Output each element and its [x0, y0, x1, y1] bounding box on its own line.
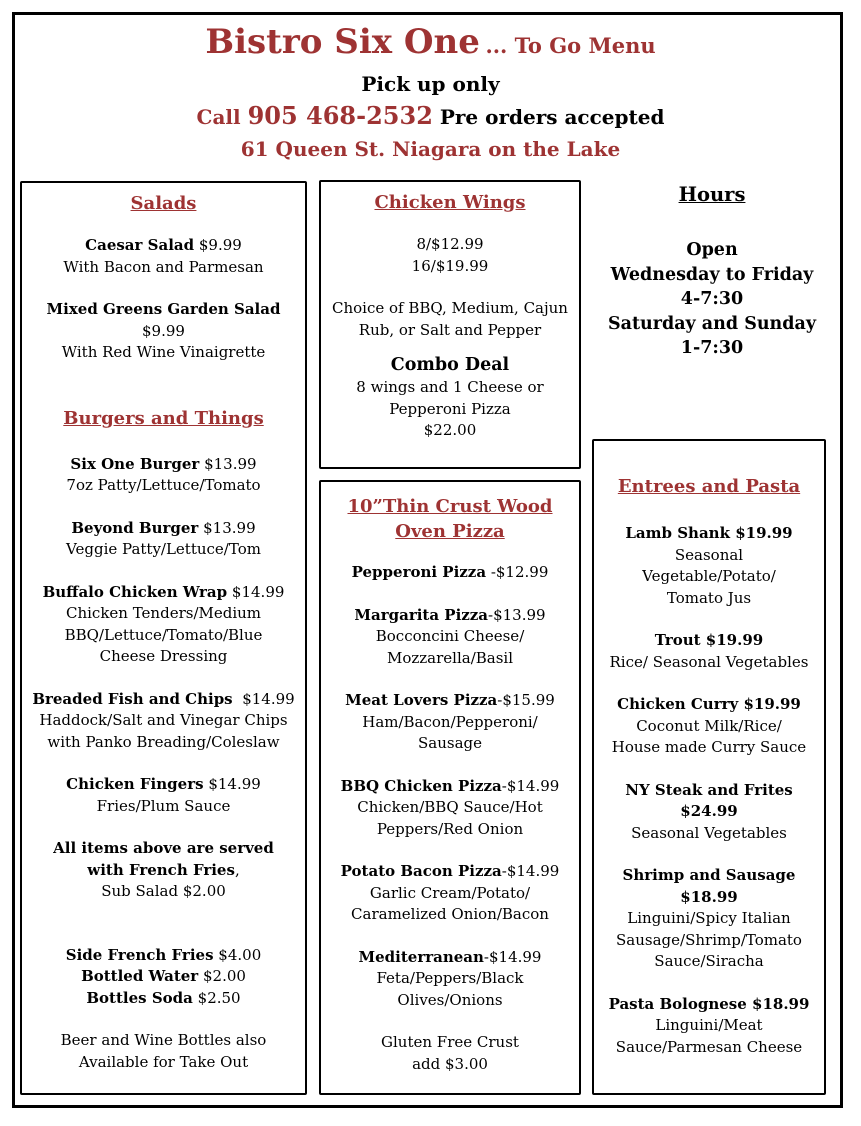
item-price: $9.99 [198, 236, 242, 254]
item-desc: Chicken Tenders/Medium [65, 604, 262, 622]
item-name: Pasta Bolognese $18.99 [608, 994, 810, 1013]
entrees-box [592, 439, 826, 1095]
item-desc: with Panko Breading/Coleslaw [47, 732, 280, 751]
beer-line-1: Beer and Wine Bottles also [60, 1031, 267, 1049]
menu-item-six-one-burger [22, 454, 305, 497]
pickup-note: Pick up only [361, 72, 500, 96]
item-name: Pepperoni Pizza [351, 563, 487, 581]
item-name: Six One Burger [70, 454, 200, 473]
item-desc: Peppers/Red Onion [376, 819, 524, 838]
preorders-note: Pre orders accepted [439, 105, 665, 129]
salads-heading: Salads [130, 193, 197, 214]
menu-item-beyond-burger [22, 518, 305, 561]
item-desc: Sauce/Siracha [654, 952, 764, 970]
item-name: Caesar Salad [85, 236, 195, 254]
call-label: Call [196, 105, 241, 129]
combo-price: $22.00 [423, 421, 477, 439]
item-desc: Fries/Plum Sauce [96, 796, 231, 815]
item-desc: Rice/ Seasonal Vegetables [609, 652, 809, 671]
menu-item-meat-lovers [321, 690, 579, 755]
item-price: -$14.99 [501, 776, 560, 795]
item-name: BBQ Chicken Pizza [340, 776, 502, 795]
item-price: $18.99 [680, 887, 738, 906]
title-line [0, 22, 861, 68]
item-name: Lamb Shank $19.99 [625, 524, 793, 542]
item-price: -$14.99 [501, 862, 560, 880]
item-price: -$15.99 [497, 691, 555, 709]
combo-line-2: Pepperoni Pizza [389, 399, 511, 418]
choice-line-2: Rub, or Salt and Pepper [358, 320, 542, 339]
pizza-heading-line-1: 10”Thin Crust Wood [347, 496, 553, 517]
menu-item-caesar [22, 235, 305, 278]
menu-item-mediterranean [321, 947, 579, 1012]
pizza-heading-line-2: Oven Pizza [395, 521, 505, 542]
item-name: Bottles Soda [86, 988, 193, 1007]
address: 61 Queen St. Niagara on the Lake [240, 137, 621, 161]
item-desc: With Red Wine Vinaigrette [61, 343, 266, 361]
item-desc: Sausage/Shrimp/Tomato [616, 930, 802, 949]
item-desc: Veggie Patty/Lettuce/Tom [66, 540, 261, 558]
item-price: -$14.99 [483, 947, 542, 966]
menu-type: ... To Go Menu [485, 33, 656, 58]
menu-item-chicken-curry [594, 694, 824, 759]
item-desc: Seasonal [674, 545, 744, 564]
item-name: Breaded Fish and Chips [32, 689, 233, 708]
item-desc: Feta/Peppers/Black [376, 969, 524, 987]
item-desc: Caramelized Onion/Bacon [351, 905, 549, 923]
item-price: $9.99 [142, 321, 185, 340]
item-desc: Sauce/Parmesan Cheese [615, 1037, 803, 1056]
item-name: NY Steak and Frites [625, 780, 793, 799]
combo-deal [321, 353, 579, 442]
menu-item-potato-bacon [321, 861, 579, 926]
menu-item-ny-steak [594, 780, 824, 845]
gf-line-2: add $3.00 [412, 1054, 488, 1073]
item-name: Potato Bacon Pizza [340, 862, 502, 880]
menu-item-chicken-fingers [22, 774, 305, 817]
item-desc: Olives/Onions [397, 990, 503, 1009]
hours-weekday-time: 4-7:30 [680, 289, 744, 309]
item-desc: Chicken/BBQ Sauce/Hot [357, 798, 543, 816]
chicken-wings-box [319, 180, 581, 469]
menu-item-bbq-chicken [321, 776, 579, 841]
menu-item-mixed-greens [22, 299, 305, 364]
hours-heading: Hours [678, 183, 746, 206]
item-name: Chicken Curry $19.99 [617, 695, 801, 713]
item-name: Margarita Pizza [354, 605, 489, 624]
entrees-heading: Entrees and Pasta [617, 476, 801, 497]
item-price: $14.99 [231, 582, 285, 601]
item-desc: Tomato Jus [666, 588, 752, 607]
item-price: -$12.99 [486, 563, 549, 581]
item-price: -$13.99 [488, 605, 546, 624]
beer-line-2: Available for Take Out [78, 1052, 249, 1071]
item-name: Shrimp and Sausage [622, 866, 796, 884]
served-line-1: All items above are served [53, 839, 274, 857]
hours-open: Open [686, 240, 738, 260]
hours-weekdays: Wednesday to Friday [610, 264, 814, 285]
sides-drinks [22, 945, 305, 1010]
menu-item-pepperoni [321, 562, 579, 584]
hours-weekend-time: 1-7:30 [680, 338, 744, 358]
combo-title: Combo Deal [390, 355, 510, 375]
item-name: Buffalo Chicken Wrap [42, 582, 228, 601]
menu-item-trout [594, 630, 824, 673]
item-price: $13.99 [204, 454, 257, 473]
menu-item-shrimp-sausage [594, 865, 824, 973]
item-price: $24.99 [680, 802, 738, 820]
gluten-free-note [321, 1032, 579, 1075]
item-desc: Bocconcini Cheese/ [375, 627, 525, 645]
item-desc: Haddock/Salt and Vinegar Chips [39, 711, 288, 729]
hours-weekend: Saturday and Sunday [607, 313, 817, 334]
item-name: Beyond Burger [71, 518, 199, 537]
phone-line [0, 100, 861, 133]
item-price: $2.00 [202, 967, 246, 985]
restaurant-name: Bistro Six One [205, 22, 480, 62]
phone-number: 905 468-2532 [247, 101, 433, 130]
item-desc: Cheese Dressing [99, 647, 228, 665]
item-desc: BBQ/Lettuce/Tomato/Blue [64, 625, 263, 644]
wings-price-16: 16/$19.99 [411, 256, 489, 275]
gf-line-1: Gluten Free Crust [381, 1033, 519, 1051]
menu-item-pasta-bolognese [594, 994, 824, 1059]
beer-wine-note [22, 1030, 305, 1073]
burgers-heading: Burgers and Things [63, 407, 264, 429]
served-comma: , [234, 860, 240, 879]
item-desc: Vegetable/Potato/ [642, 567, 776, 585]
salads-burgers-box [20, 181, 307, 1095]
item-name: Side French Fries [65, 945, 214, 964]
menu-item-fish-chips [22, 689, 305, 754]
item-price: $4.00 [218, 945, 262, 964]
item-desc: Seasonal Vegetables [631, 823, 787, 842]
wings-heading: Chicken Wings [374, 192, 526, 213]
choice-line-1: Choice of BBQ, Medium, Cajun [332, 299, 568, 317]
menu-item-lamb-shank [594, 523, 824, 609]
item-price: $14.99 [242, 689, 295, 708]
item-desc: Linguini/Spicy Italian [627, 909, 791, 927]
item-name: Meat Lovers Pizza [345, 691, 498, 709]
wings-price-8: 8/$12.99 [416, 235, 484, 253]
menu-header [0, 22, 861, 165]
item-desc: Sausage [418, 734, 482, 752]
hours-section [596, 182, 828, 361]
item-desc: Coconut Milk/Rice/ [636, 716, 782, 735]
item-name: Mediterranean [358, 947, 484, 966]
item-desc: Mozzarella/Basil [386, 648, 514, 667]
item-desc: With Bacon and Parmesan [63, 257, 264, 276]
served-with-fries-note [22, 838, 305, 903]
item-name: Trout $19.99 [654, 631, 764, 649]
pizza-heading [321, 494, 579, 544]
wings-choice [321, 298, 579, 341]
item-price: $14.99 [208, 775, 261, 793]
item-desc: Garlic Cream/Potato/ [369, 883, 531, 902]
menu-item-margarita [321, 605, 579, 670]
item-price: $13.99 [203, 518, 256, 537]
item-name: Mixed Greens Garden Salad [46, 300, 281, 318]
item-name: Chicken Fingers [66, 775, 204, 793]
wings-prices [321, 234, 579, 277]
item-desc: House made Curry Sauce [611, 738, 807, 756]
item-desc: 7oz Patty/Lettuce/Tomato [66, 476, 261, 494]
served-line-2: with French Fries [87, 860, 235, 879]
combo-line-1: 8 wings and 1 Cheese or [356, 378, 544, 396]
item-name: Bottled Water [81, 967, 199, 985]
pizza-box [319, 480, 581, 1095]
item-desc: Ham/Bacon/Pepperoni/ [362, 712, 538, 731]
item-price: $2.50 [197, 988, 241, 1007]
sub-salad: Sub Salad $2.00 [101, 882, 226, 900]
item-desc: Linguini/Meat [655, 1016, 763, 1034]
menu-item-buffalo-wrap [22, 582, 305, 668]
